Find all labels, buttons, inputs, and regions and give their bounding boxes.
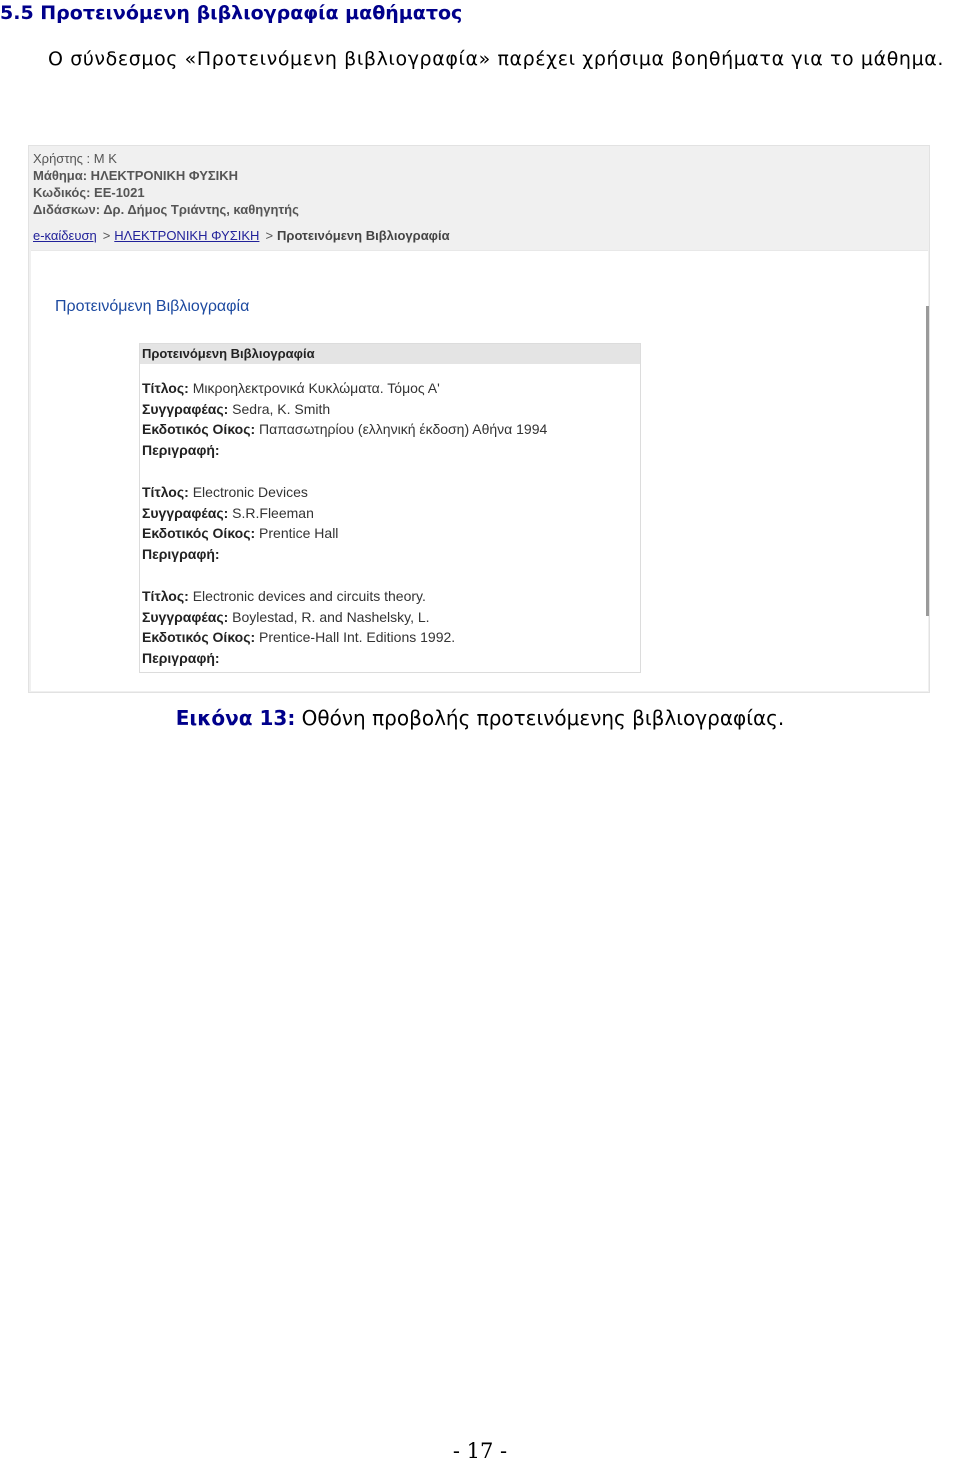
code-line: Κωδικός: ΕΕ-1021 <box>33 185 145 200</box>
entry-title: Μικροηλεκτρονικά Κυκλώματα. Τόμος Α' <box>192 380 440 396</box>
caption-label: Εικόνα 13: <box>175 706 296 730</box>
breadcrumb <box>33 228 450 243</box>
teacher-line: Διδάσκων: Δρ. Δήμος Τριάντης, καθηγητής <box>33 202 299 217</box>
publisher-label: Εκδοτικός Οίκος: <box>142 629 256 645</box>
entry-publisher: Παπασωτηρίου (ελληνική έκδοση) Αθήνα 1994 <box>259 421 548 437</box>
intro-paragraph: Ο σύνδεσμος «Προτεινόμενη βιβλιογραφία» παρέχει χρήσιμα βοηθήματα για το μάθημα. <box>48 48 945 70</box>
entry-title-row <box>142 482 640 503</box>
entry-publisher-row <box>142 627 640 648</box>
entry-publisher: Prentice Hall <box>259 525 339 541</box>
course-line: Μάθημα: ΗΛΕΚΤΡΟΝΙΚΗ ΦΥΣΙΚΗ <box>33 168 239 183</box>
entry-title-row <box>142 586 640 607</box>
entry-description-row <box>142 648 640 669</box>
description-label: Περιγραφή: <box>142 545 220 562</box>
breadcrumb-separator: > <box>102 228 111 243</box>
title-label: Τίτλος: <box>142 588 189 604</box>
bibliography-entry <box>142 586 640 668</box>
bibliography-entries <box>140 364 640 668</box>
section-heading: 5.5 Προτεινόμενη βιβλιογραφία μαθήματος <box>0 2 463 24</box>
title-label: Τίτλος: <box>142 484 189 500</box>
entry-authors: S.R.Fleeman <box>232 504 314 521</box>
authors-label: Συγγραφέας: <box>142 504 229 521</box>
panel-title: Προτεινόμενη Βιβλιογραφία <box>55 298 250 315</box>
bibliography-table-header: Προτεινόμενη Βιβλιογραφία <box>140 344 640 364</box>
entry-title: Electronic devices and circuits theory. <box>192 588 426 604</box>
breadcrumb-course-link[interactable]: ΗΛΕΚΤΡΟΝΙΚΗ ΦΥΣΙΚΗ <box>114 228 260 243</box>
figure-caption <box>0 706 960 730</box>
bibliography-entry <box>142 482 640 564</box>
caption-text: Οθόνη προβολής προτεινόμενης βιβλιογραφίας. <box>301 706 785 730</box>
breadcrumb-home-link[interactable]: e-καίδευση <box>33 228 97 243</box>
embedded-screenshot <box>28 145 930 693</box>
entry-authors: Boylestad, R. and Nashelsky, L. <box>232 608 430 625</box>
authors-label: Συγγραφέας: <box>142 400 229 417</box>
entry-title: Electronic Devices <box>192 484 308 500</box>
scrollbar[interactable] <box>926 306 929 616</box>
description-label: Περιγραφή: <box>142 441 220 458</box>
breadcrumb-separator: > <box>265 228 274 243</box>
bibliography-entry <box>142 378 640 460</box>
description-label: Περιγραφή: <box>142 649 220 666</box>
bibliography-table <box>139 343 641 673</box>
entry-title-row <box>142 378 640 399</box>
page-number: - 17 - <box>452 1439 508 1463</box>
entry-publisher: Prentice-Hall Int. Editions 1992. <box>259 629 456 645</box>
user-line: Χρήστης : Μ Κ <box>33 151 117 166</box>
entry-authors-row <box>142 607 640 628</box>
entry-description-row <box>142 440 640 461</box>
entry-authors: Sedra, K. Smith <box>232 400 331 417</box>
content-panel <box>31 250 928 691</box>
publisher-label: Εκδοτικός Οίκος: <box>142 421 256 437</box>
entry-description-row <box>142 544 640 565</box>
entry-publisher-row <box>142 419 640 440</box>
entry-authors-row <box>142 503 640 524</box>
publisher-label: Εκδοτικός Οίκος: <box>142 525 256 541</box>
course-info <box>33 150 299 218</box>
breadcrumb-current: Προτεινόμενη Βιβλιογραφία <box>277 228 450 243</box>
entry-authors-row <box>142 399 640 420</box>
entry-publisher-row <box>142 523 640 544</box>
title-label: Τίτλος: <box>142 380 189 396</box>
authors-label: Συγγραφέας: <box>142 608 229 625</box>
